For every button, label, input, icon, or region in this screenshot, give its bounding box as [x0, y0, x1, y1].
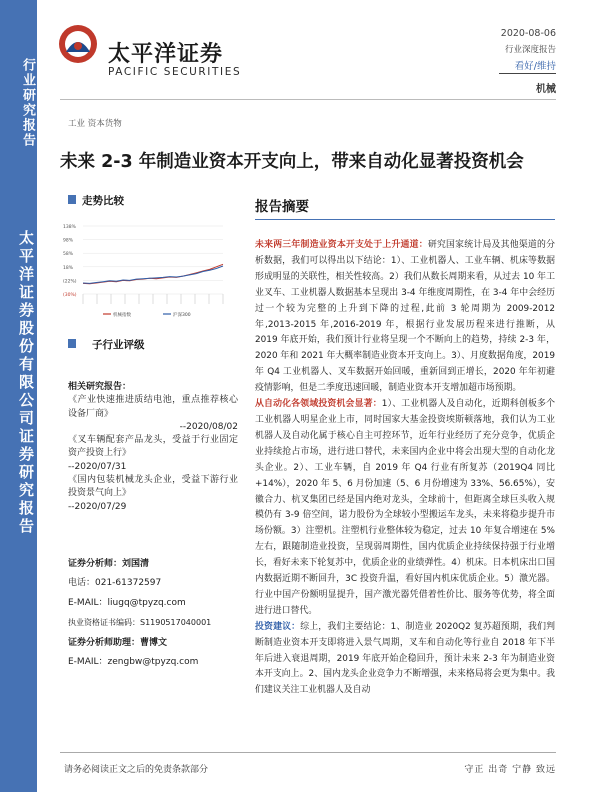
footer-motto: 守正 出奇 宁静 致远	[464, 765, 556, 775]
top-divider	[60, 99, 556, 100]
related-item-title: 《国内包装机械龙头企业，受益下游行业投资景气向上》	[68, 475, 238, 499]
analyst-info	[68, 558, 238, 670]
report-title: 未来 2-3 年制造业资本开支向上，带来自动化显著投资机会	[60, 152, 524, 172]
footer-divider	[60, 752, 556, 753]
related-item-date: --2020/08/02	[179, 421, 238, 432]
abstract-p1-body: 研究国家统计局及其他渠道的分析数据，我们可以得出以下结论：1）、工业机器人、工业车辆、机床等数据形成明显的关联性，相关性较高。2）我们从数长周期来看，从过去 10 年工业叉车、工业机器人数据基本呈现出 3-4 年维度周期性，在 3-4 年中会经历过一个较为完整的上升到下降的过程,此前 3 轮周期为 2009-2012 年,2013-2015 年,2016-2019 年，根据行业发展历程来进行推断，从 2019 年底开始，我们预计行业将呈现一个不断向上的趋势，持续 2-3 年，2020 年和 2021 年大概率制造业资本开支向上。3）、月度数据角度，2019 年 Q4 工业机器人、叉车数据开始回暖，重新回到正增长，2020 年年初避疫情影响，但是二季度迅速回暖，制造业资本开支增加超市场预期。	[255, 240, 556, 394]
sidebar-top-label: 行业研究报告	[20, 58, 35, 148]
series-line-jixie	[83, 264, 223, 284]
y-tick-label: (30%)	[63, 293, 77, 298]
related-item-date: --2020/07/29	[68, 501, 127, 512]
rating-heading: 子行业评级	[92, 339, 145, 351]
assistant-email: E-MAIL：zengbw@tpyzq.com	[68, 657, 199, 668]
section-marker-icon	[68, 195, 76, 204]
report-date: 2020-08-06	[500, 28, 556, 39]
analyst-email: E-MAIL：liugq@tpyzq.com	[68, 597, 186, 608]
y-tick-label: 98%	[63, 238, 74, 244]
legend-label: 沪深300	[173, 313, 191, 318]
analyst-phone: 电话：021-61372597	[68, 578, 162, 589]
logo-en-text: PACIFIC SECURITIES	[108, 66, 242, 78]
logo-cn-text: 太平洋证券	[108, 42, 224, 67]
abstract-p2-lead: 从自动化各领域投资机会显著：	[255, 399, 382, 410]
y-tick-label: (22%)	[63, 279, 77, 285]
pacific-securities-logo-icon	[58, 24, 98, 64]
related-item-title: 《产业快速推进质结电池，重点推荐核心设备厂商》	[68, 395, 238, 419]
sidebar-bottom-label: 太平洋证券股份有限公司证券研究报告	[17, 230, 35, 536]
abstract-p2-body: 1）、工业机器人及自动化，近期科创板多个工业机器人明星企业上市，同时国家大基金投资埃斯顿落地，我们认为工业机器人及自动化属于核心自主可控环节，近年行业经历了充分竞争，优质企业持续抢占市场，进行进口替代，未来国内企业中将会出现大型的自动化龙头企业。2）、工业车辆，自 2019 年 Q4 行业有所复苏（2019Q4 同比+14%），2020 年 5、6 月份加速（5、6 月份增速为 33%、56.65%），安徽合力、杭叉集团已经是国内绝对龙头，全球前十，但距离全球巨头收入规模仍有 3-9 倍空间，诺力股份为全球较小型搬运车龙头，未来将稳步提升市场份额。3）注塑机。注塑机行业整体较为稳定，过去 10 年复合增速在 5%左右，跟随制造业投资，呈现弱周期性，国内优质企业持续保持强于行业增长，看好未来下轮复苏中，优质企业的业绩弹性。4）机床。日本机床出口国内数据近期不断回升，3C 投资升温，看好国内机床优质企业。5）激光器。行业中国产份额明显提升，国产激光器凭借着性价比、服务等优势，将全面进行进口替代。	[255, 399, 555, 616]
category-label: 工业 资本货物	[68, 119, 122, 129]
report-type: 行业深度报告	[504, 45, 556, 55]
analyst-cert: 执业资格证书编码：S1190517040001	[68, 617, 212, 627]
related-item-date: --2020/07/31	[68, 461, 127, 472]
y-tick-label: 18%	[63, 265, 74, 271]
abstract-p1-lead: 未来两三年制造业资本开支处于上升通道：	[255, 240, 428, 250]
related-item-title: 《叉车辆配套产品龙头，受益于行业固定资产投资上行》	[68, 435, 238, 459]
related-title: 相关研究报告：	[68, 382, 132, 392]
series-line-hs300	[83, 266, 223, 283]
abstract-divider	[255, 219, 555, 220]
abstract-heading: 报告摘要	[255, 199, 309, 215]
abstract-body	[255, 238, 555, 699]
abstract-p3-body: 综上，我们主要结论：1、制造业 2020Q2 复苏超预期，我们判断制造业资本开支即将进入景气周期，叉车和自动化等行业自 2018 年下半年后进入衰退周期，2019 年底开始企稳回升，预计未来 2-3 年为制造业资本开支向上。2、国内龙头企业竞争力不断增强，未来格局将会更为集中。我们建议关注工业机器人及自动	[255, 621, 556, 696]
legend-label: 机械指数	[113, 313, 131, 318]
analyst-name: 证券分析师：刘国清	[68, 559, 150, 569]
y-tick-label: 58%	[63, 252, 74, 258]
sector-name: 机械	[536, 84, 556, 95]
section-marker-icon	[68, 339, 76, 348]
assistant-name: 证券分析师助理：曹博文	[68, 638, 168, 649]
industry-rating: 看好/维持	[514, 61, 556, 72]
trend-heading: 走势比较	[82, 195, 124, 207]
y-tick-label: 138%	[63, 225, 76, 230]
trend-chart	[63, 220, 227, 320]
header-divider	[499, 73, 556, 74]
footer-disclaimer: 请务必阅读正文之后的免责条款部分	[64, 765, 209, 775]
related-reports	[68, 381, 238, 514]
abstract-p3-lead: 投资建议：	[255, 621, 301, 632]
